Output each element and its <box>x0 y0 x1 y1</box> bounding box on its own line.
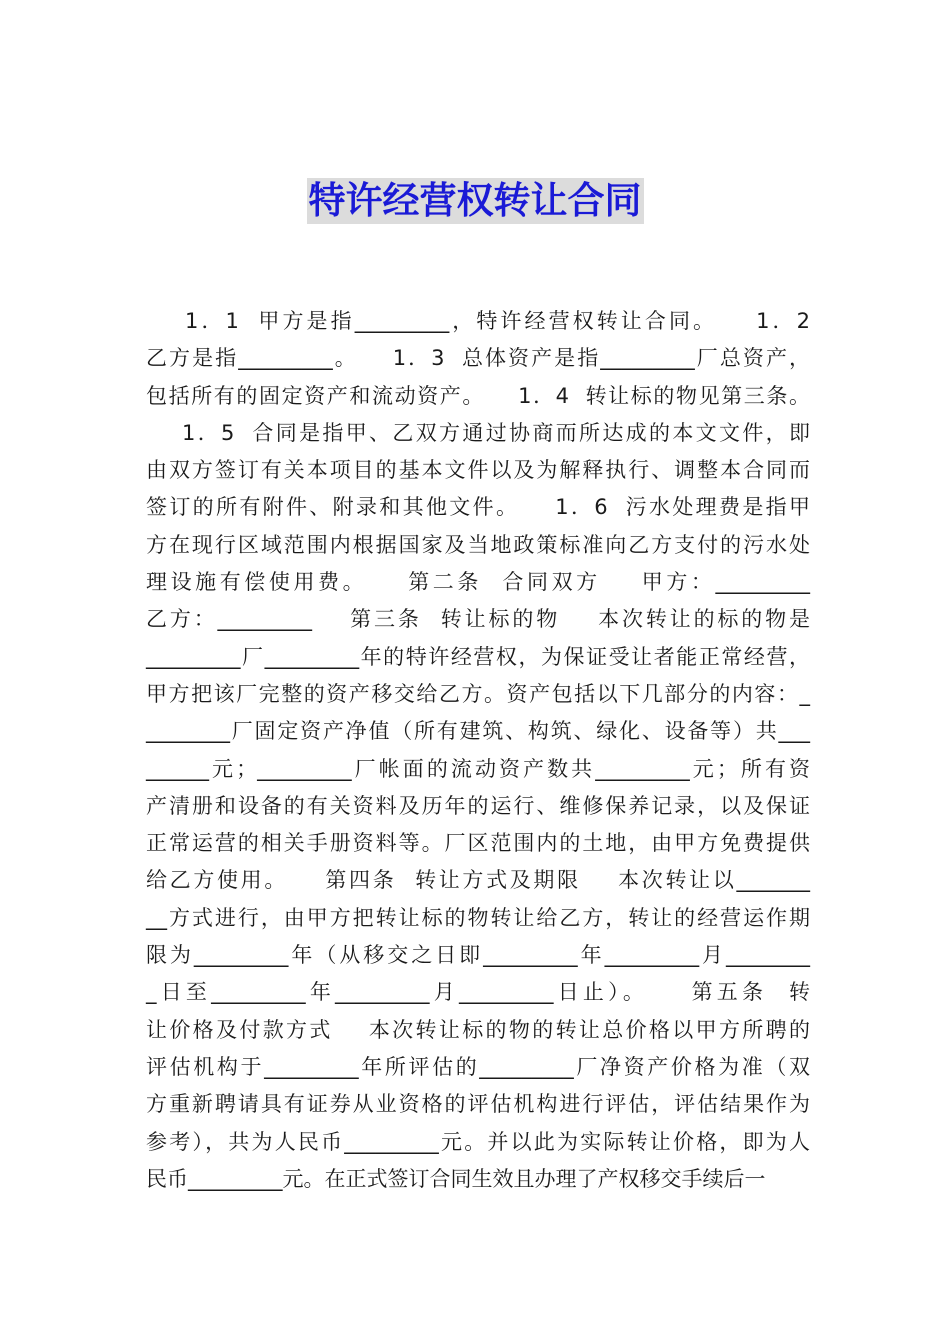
body-line: _日至_________年_________月_________日止）。 第五条 转 <box>146 980 810 1005</box>
body-line: 给乙方使用。 第四条 转让方式及期限 本次转让以_______ <box>146 868 810 893</box>
body-line: 评估机构于_________年所评估的_________厂净资产价格为准（双 <box>146 1054 810 1079</box>
body-line: 1．5 合同是指甲、乙双方通过协商而所达成的本文文件，即 <box>146 420 810 445</box>
body-line: 乙方是指_________。 1．3 总体资产是指_________厂总资产， <box>146 346 810 371</box>
body-line: 签订的所有附件、附录和其他文件。 1．6 污水处理费是指甲 <box>146 495 810 520</box>
body-line: 限为_________年（从移交之日即_________年_________月________ <box>146 943 810 968</box>
body-line: __方式进行，由甲方把转让标的物转让给乙方，转让的经营运作期 <box>146 905 810 930</box>
body-line: 乙方：_________ 第三条 转让标的物 本次转让的标的物是 <box>146 607 810 632</box>
body-line: _________厂_________年的特许经营权，为保证受让者能正常经营， <box>146 644 810 669</box>
body-line: 包括所有的固定资产和流动资产。 1．4 转让标的物见第三条。 <box>146 383 810 408</box>
body-line: 正常运营的相关手册资料等。厂区范围内的土地，由甲方免费提供 <box>146 831 810 856</box>
body-line: ______元；_________厂帐面的流动资产数共_________元；所有资 <box>146 756 810 781</box>
title-container <box>0 178 950 224</box>
body-line: 参考），共为人民币_________元。并以此为实际转让价格，即为人 <box>146 1129 810 1154</box>
body-line: 产清册和设备的有关资料及历年的运行、维修保养记录，以及保证 <box>146 793 810 818</box>
body-line: 方在现行区域范围内根据国家及当地政策标准向乙方支付的污水处 <box>146 532 810 557</box>
body-line: 甲方把该厂完整的资产移交给乙方。资产包括以下几部分的内容：_ <box>146 681 810 706</box>
body-line: 让价格及付款方式 本次转让标的物的转让总价格以甲方所聘的 <box>146 1017 810 1042</box>
body-line: 民币_________元。在正式签订合同生效且办理了产权移交手续后一 <box>146 1166 766 1191</box>
body-line: 理设施有偿使用费。 第二条 合同双方 甲方：_________ <box>146 570 810 595</box>
body-line: ________厂固定资产净值（所有建筑、构筑、绿化、设备等）共___ <box>146 719 810 744</box>
body-line: 方重新聘请具有证券从业资格的评估机构进行评估，评估结果作为 <box>146 1092 810 1117</box>
contract-body <box>146 303 810 1198</box>
body-line: 1．1 甲方是指_________，特许经营权转让合同。 1．2 <box>146 309 810 333</box>
document-title: 特许经营权转让合同 <box>308 179 642 222</box>
body-line: 由双方签订有关本项目的基本文件以及为解释执行、调整本合同而 <box>146 458 810 483</box>
